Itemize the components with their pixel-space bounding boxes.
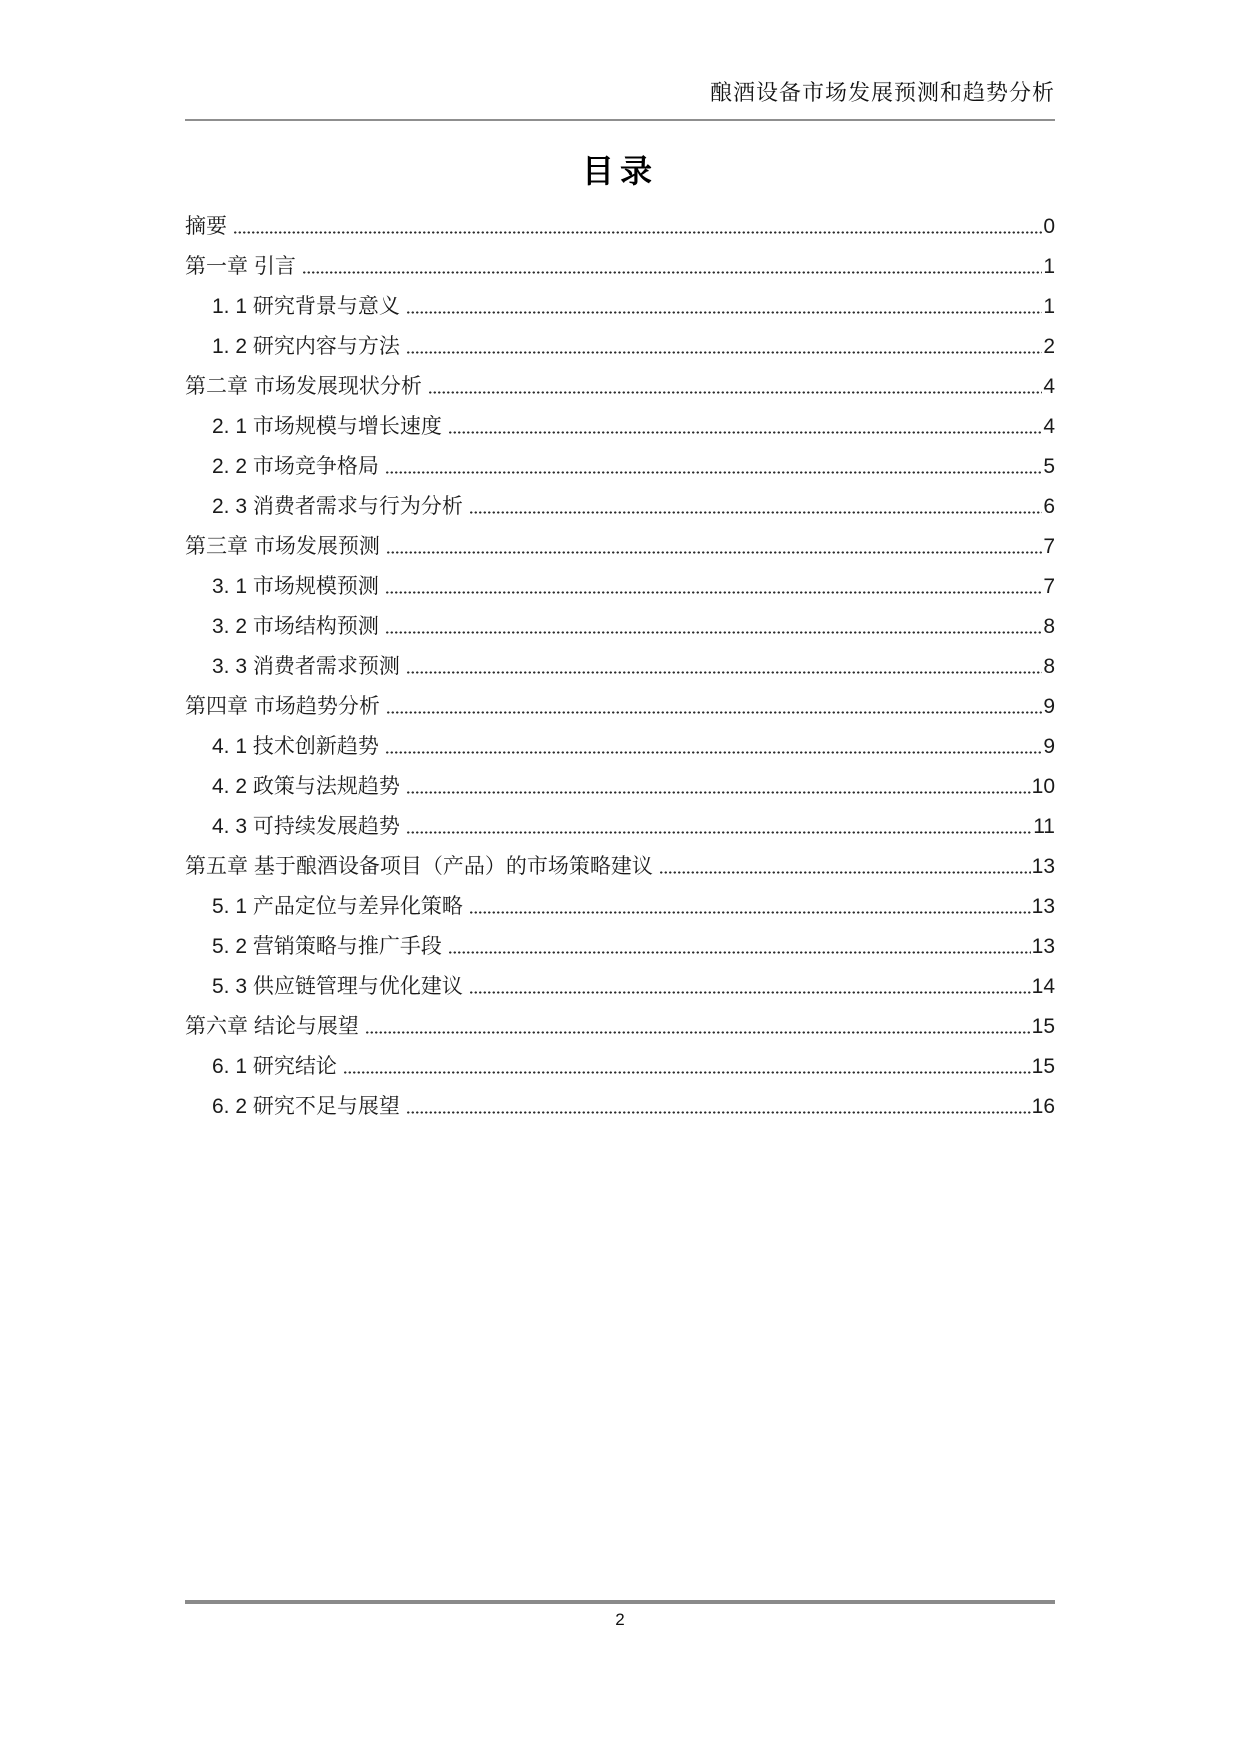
toc-entry[interactable] bbox=[185, 966, 1055, 1006]
toc-entry[interactable] bbox=[185, 326, 1055, 366]
toc-entry-label: 1. 2 研究内容与方法 bbox=[212, 334, 400, 358]
toc-entry[interactable] bbox=[185, 1046, 1055, 1086]
toc-dot-leader bbox=[385, 576, 1042, 597]
toc-dot-leader bbox=[406, 296, 1042, 317]
toc-entry-label: 5. 2 营销策略与推广手段 bbox=[212, 934, 442, 958]
toc-dot-leader bbox=[448, 936, 1031, 957]
toc-entry[interactable] bbox=[185, 926, 1055, 966]
toc-dot-leader bbox=[302, 256, 1042, 277]
toc-dot-leader bbox=[343, 1056, 1031, 1077]
toc-entry-page-number: 15 bbox=[1031, 1014, 1055, 1038]
toc-entry[interactable] bbox=[185, 1086, 1055, 1126]
toc-dot-leader bbox=[386, 696, 1042, 717]
header-divider bbox=[185, 119, 1055, 121]
toc-entry-label: 摘要 bbox=[185, 214, 227, 238]
toc-entry[interactable] bbox=[185, 1006, 1055, 1046]
toc-entry-page-number: 4 bbox=[1043, 414, 1055, 438]
toc-dot-leader bbox=[406, 336, 1042, 357]
toc-entry-page-number: 5 bbox=[1043, 454, 1055, 478]
toc-entry[interactable] bbox=[185, 206, 1055, 246]
toc-entry-label: 第六章 结论与展望 bbox=[185, 1014, 359, 1038]
toc-dot-leader bbox=[469, 976, 1031, 997]
toc-entry-label: 6. 1 研究结论 bbox=[212, 1054, 337, 1078]
footer-page-number: 2 bbox=[615, 1610, 625, 1629]
toc-entry-label: 第二章 市场发展现状分析 bbox=[185, 374, 422, 398]
toc-entry[interactable] bbox=[185, 886, 1055, 926]
toc-entry-page-number: 15 bbox=[1031, 1054, 1055, 1078]
page-header-title: 酿酒设备市场发展预测和趋势分析 bbox=[709, 80, 1055, 105]
toc-entry-label: 第一章 引言 bbox=[185, 254, 296, 278]
toc-entry-label: 5. 3 供应链管理与优化建议 bbox=[212, 974, 463, 998]
toc-entry[interactable] bbox=[185, 646, 1055, 686]
toc-entry-page-number: 13 bbox=[1031, 854, 1055, 878]
toc-entry-label: 1. 1 研究背景与意义 bbox=[212, 294, 400, 318]
toc-dot-leader bbox=[406, 776, 1031, 797]
toc-entry-page-number: 10 bbox=[1031, 774, 1055, 798]
toc-entry-label: 第三章 市场发展预测 bbox=[185, 534, 380, 558]
toc-entry-label: 5. 1 产品定位与差异化策略 bbox=[212, 894, 463, 918]
toc-dot-leader bbox=[365, 1016, 1031, 1037]
toc-dot-leader bbox=[233, 216, 1042, 237]
toc-dot-leader bbox=[406, 656, 1042, 677]
toc-entry[interactable] bbox=[185, 286, 1055, 326]
toc-entry-label: 3. 1 市场规模预测 bbox=[212, 574, 379, 598]
toc-entry[interactable] bbox=[185, 486, 1055, 526]
toc-entry-page-number: 4 bbox=[1043, 374, 1055, 398]
toc-entry-page-number: 9 bbox=[1043, 694, 1055, 718]
toc-entry-page-number: 9 bbox=[1043, 734, 1055, 758]
toc-entry-label: 2. 2 市场竞争格局 bbox=[212, 454, 379, 478]
toc-entry-page-number: 14 bbox=[1031, 974, 1055, 998]
toc-dot-leader bbox=[406, 816, 1032, 837]
toc-entry[interactable] bbox=[185, 846, 1055, 886]
toc-entry-label: 3. 2 市场结构预测 bbox=[212, 614, 379, 638]
toc-entry-page-number: 11 bbox=[1033, 814, 1055, 838]
toc-entry[interactable] bbox=[185, 446, 1055, 486]
toc-dot-leader bbox=[659, 856, 1031, 877]
toc-entry-label: 2. 3 消费者需求与行为分析 bbox=[212, 494, 463, 518]
toc-entry[interactable] bbox=[185, 726, 1055, 766]
toc-entry[interactable] bbox=[185, 406, 1055, 446]
toc-entry[interactable] bbox=[185, 246, 1055, 286]
toc-entry[interactable] bbox=[185, 366, 1055, 406]
toc-entry[interactable] bbox=[185, 806, 1055, 846]
toc-list bbox=[185, 206, 1055, 1126]
toc-entry-label: 4. 2 政策与法规趋势 bbox=[212, 774, 400, 798]
toc-entry-label: 6. 2 研究不足与展望 bbox=[212, 1094, 400, 1118]
toc-entry-label: 4. 1 技术创新趋势 bbox=[212, 734, 379, 758]
toc-entry-page-number: 8 bbox=[1043, 654, 1055, 678]
toc-entry-page-number: 0 bbox=[1043, 214, 1055, 238]
toc-entry[interactable] bbox=[185, 526, 1055, 566]
toc-dot-leader bbox=[469, 896, 1031, 917]
toc-dot-leader bbox=[448, 416, 1042, 437]
toc-dot-leader bbox=[469, 496, 1042, 517]
toc-dot-leader bbox=[385, 616, 1042, 637]
toc-entry-page-number: 1 bbox=[1043, 294, 1055, 318]
toc-dot-leader bbox=[428, 376, 1042, 397]
toc-dot-leader bbox=[386, 536, 1042, 557]
toc-entry-label: 第四章 市场趋势分析 bbox=[185, 694, 380, 718]
toc-entry-page-number: 1 bbox=[1043, 254, 1055, 278]
toc-entry[interactable] bbox=[185, 686, 1055, 726]
toc-dot-leader bbox=[406, 1096, 1031, 1117]
footer-divider bbox=[185, 1600, 1055, 1604]
toc-dot-leader bbox=[385, 456, 1042, 477]
toc-entry-page-number: 8 bbox=[1043, 614, 1055, 638]
toc-entry[interactable] bbox=[185, 766, 1055, 806]
toc-entry-page-number: 13 bbox=[1031, 894, 1055, 918]
toc-entry-label: 4. 3 可持续发展趋势 bbox=[212, 814, 400, 838]
toc-entry[interactable] bbox=[185, 566, 1055, 606]
toc-entry-page-number: 7 bbox=[1043, 534, 1055, 558]
toc-entry[interactable] bbox=[185, 606, 1055, 646]
toc-entry-page-number: 2 bbox=[1043, 334, 1055, 358]
toc-title: 目录 bbox=[581, 153, 658, 189]
toc-entry-label: 3. 3 消费者需求预测 bbox=[212, 654, 400, 678]
toc-dot-leader bbox=[385, 736, 1042, 757]
toc-entry-page-number: 6 bbox=[1043, 494, 1055, 518]
toc-entry-label: 第五章 基于酿酒设备项目（产品）的市场策略建议 bbox=[185, 854, 653, 878]
toc-entry-page-number: 16 bbox=[1031, 1094, 1055, 1118]
toc-entry-label: 2. 1 市场规模与增长速度 bbox=[212, 414, 442, 438]
toc-entry-page-number: 7 bbox=[1043, 574, 1055, 598]
toc-entry-page-number: 13 bbox=[1031, 934, 1055, 958]
